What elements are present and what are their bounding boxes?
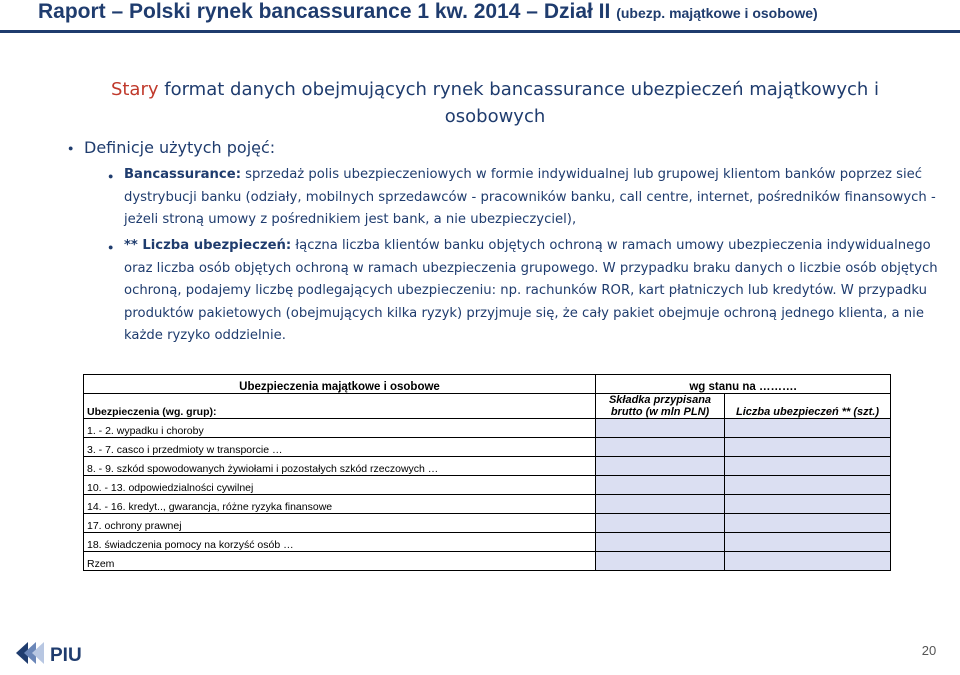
table-row	[84, 476, 891, 495]
slide-title-suffix: (ubezp. majątkowe i osobowe)	[616, 5, 818, 21]
definitions-heading: Definicje użytych pojęć:	[84, 138, 276, 157]
premium-input-cell[interactable]	[596, 438, 725, 457]
count-input-cell[interactable]	[725, 476, 891, 495]
table-header-row	[84, 375, 891, 394]
table-row	[84, 514, 891, 533]
premium-input-cell[interactable]	[596, 514, 725, 533]
table-subheader-row	[84, 394, 891, 419]
row-label: 1. - 2. wypadku i choroby	[84, 419, 596, 438]
col-count-header: Liczba ubezpieczeń ** (szt.)	[725, 394, 891, 419]
row-label: 17. ochrony prawnej	[84, 514, 596, 533]
definition-text: sprzedaż polis ubezpieczeniowych w formie indywidualnej lub grupowej klientom banków poprzez sieć dystrybucji banku (odziały, mobilnych sprzedawców - pracowników banku, call centre, internet, pośredników finansowych - jeżeli stroną umowy z pośrednikiem jest bank, a nie ubezpieczyciel),	[124, 167, 936, 227]
table-date: wg stanu na ……….	[596, 375, 891, 394]
table-row	[84, 552, 891, 571]
col-premium-header: Składka przypisana brutto (w mln PLN)	[596, 394, 725, 419]
definition-term: ** Liczba ubezpieczeń:	[124, 238, 292, 253]
bullet-icon: ●	[108, 242, 114, 252]
count-input-cell[interactable]	[725, 457, 891, 476]
section-heading-text: format danych obejmujących rynek bancassurance ubezpieczeń majątkowych i osobowych	[158, 79, 880, 127]
count-input-cell[interactable]	[725, 495, 891, 514]
page-number: 20	[921, 643, 937, 658]
table-row	[84, 495, 891, 514]
logo-text: PIU	[50, 645, 82, 666]
slide-title-main: Raport – Polski rynek bancassurance 1 kw. 2014 – Dział II	[38, 0, 611, 23]
count-input-cell[interactable]	[725, 533, 891, 552]
premium-input-cell[interactable]	[596, 457, 725, 476]
table-title: Ubezpieczenia majątkowe i osobowe	[84, 375, 596, 394]
section-heading-accent: Stary	[110, 79, 159, 100]
row-label: 10. - 13. odpowiedzialności cywilnej	[84, 476, 596, 495]
count-input-cell[interactable]	[725, 552, 891, 571]
definition-text: łączna liczba klientów banku objętych ochroną w ramach umowy ubezpieczenia indywidualnego oraz liczba osób objętych ochroną w ramach ubezpieczenia grupowego. W przypadku braku danych o liczbie osób objętych ochroną, podajemy liczbę podlegających ubezpieczeniu: np. rachunków ROR, kart płatniczych lub kredytów. W przypadku produktów pakietowych (obejmujących kilka ryzyk) przyjmuje się, że cały pakiet obejmuje ochroną jednego klienta, a nie każde ryzyko oddzielnie.	[124, 238, 938, 343]
count-input-cell[interactable]	[725, 419, 891, 438]
bullet-icon: ●	[108, 171, 114, 181]
data-table	[83, 374, 891, 571]
row-label: Rzem	[84, 552, 596, 571]
row-label: 18. świadczenia pomocy na korzyść osób …	[84, 533, 596, 552]
premium-input-cell[interactable]	[596, 419, 725, 438]
logo-mark-icon	[16, 642, 44, 664]
count-input-cell[interactable]	[725, 514, 891, 533]
row-label: 3. - 7. casco i przedmioty w transporcie …	[84, 438, 596, 457]
section-heading	[60, 76, 930, 130]
group-label: Ubezpieczenia (wg. grup):	[84, 394, 596, 419]
table-row	[84, 419, 891, 438]
definition-liczba-ubezpieczen	[124, 235, 939, 348]
table-row	[84, 438, 891, 457]
premium-input-cell[interactable]	[596, 476, 725, 495]
premium-input-cell[interactable]	[596, 552, 725, 571]
row-label: 14. - 16. kredyt.., gwarancja, różne ryzyka finansowe	[84, 495, 596, 514]
definition-term: Bancassurance:	[124, 167, 241, 182]
premium-input-cell[interactable]	[596, 533, 725, 552]
bullet-icon: ●	[68, 143, 74, 153]
premium-input-cell[interactable]	[596, 495, 725, 514]
definition-bancassurance	[124, 164, 939, 232]
slide-title	[38, 0, 818, 28]
table-row	[84, 457, 891, 476]
row-label: 8. - 9. szkód spowodowanych żywiołami i pozostałych szkód rzeczowych …	[84, 457, 596, 476]
table-row	[84, 533, 891, 552]
piu-logo	[12, 636, 100, 670]
title-rule	[0, 30, 960, 33]
count-input-cell[interactable]	[725, 438, 891, 457]
